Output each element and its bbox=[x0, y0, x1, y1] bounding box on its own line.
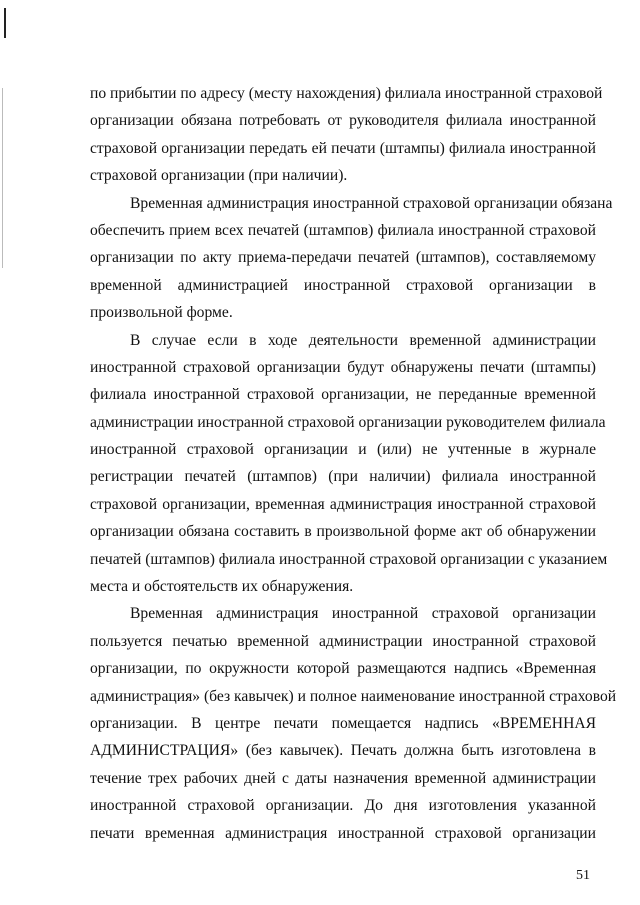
text-line: организации обязана потребовать от руководителя филиала иностранной bbox=[90, 112, 596, 130]
text-line: организации, по окружности которой размещаются надпись «Временная bbox=[90, 660, 596, 678]
text-line: организации обязана составить в произвольной форме акт об обнаружении bbox=[90, 523, 596, 541]
page-number: 51 bbox=[576, 868, 590, 883]
text-line: по прибытии по адресу (месту нахождения) филиала иностранной страховой bbox=[90, 85, 603, 102]
text-line: течение трех рабочих дней с даты назначения временной администрации bbox=[90, 769, 596, 787]
text-line: иностранной страховой организации и (или) не учтенные в журнале bbox=[90, 441, 596, 459]
scan-margin-line bbox=[2, 88, 3, 268]
text-line: Временная администрация иностранной страховой организации bbox=[130, 605, 596, 623]
text-line: места и обстоятельств их обнаружения. bbox=[90, 578, 354, 596]
text-line: страховой организации, временная администрация иностранной страховой bbox=[90, 495, 596, 513]
text-line: страховой организации (при наличии). bbox=[90, 167, 348, 185]
text-line: произвольной форме. bbox=[90, 304, 233, 322]
text-line: временной администрацией иностранной страховой организации в bbox=[90, 276, 596, 294]
text-line: страховой организации передать ей печати (штампы) филиала иностранной bbox=[90, 139, 596, 157]
text-line: иностранной страховой организации. До дня изготовления указанной bbox=[90, 797, 596, 815]
paragraph-1 bbox=[90, 80, 603, 190]
text-line: регистрации печатей (штампов) (при наличии) филиала иностранной bbox=[90, 468, 596, 486]
text-line: печати временная администрация иностранной страховой организации bbox=[90, 824, 596, 842]
text-line: В случае если в ходе деятельности временной администрации bbox=[130, 331, 596, 349]
text-line: организации. В центре печати помещается надпись «ВРЕМЕННАЯ bbox=[90, 714, 596, 732]
text-line: обеспечить прием всех печатей (штампов) филиала иностранной страховой bbox=[90, 221, 596, 239]
text-line: печатей (штампов) филиала иностранной страховой организации с указанием bbox=[90, 550, 608, 568]
scan-edge-mark bbox=[4, 8, 6, 38]
text-line: пользуется печатью временной администрации иностранной страховой bbox=[90, 632, 596, 650]
paragraph-2 bbox=[90, 190, 613, 327]
paragraph-3 bbox=[90, 327, 608, 601]
text-line: администрация» (без кавычек) и полное наименование иностранной страховой bbox=[90, 687, 617, 705]
text-line: филиала иностранной страховой организации, не переданные временной bbox=[90, 386, 596, 404]
text-line: администрации иностранной страховой организации руководителем филиала bbox=[90, 413, 606, 431]
text-line: Временная администрация иностранной страховой организации обязана bbox=[130, 194, 613, 212]
text-line: АДМИНИСТРАЦИЯ» (без кавычек). Печать должна быть изготовлена в bbox=[90, 742, 596, 760]
text-line: организации по акту приема-передачи печатей (штампов), составляемому bbox=[90, 249, 596, 267]
document-body bbox=[90, 80, 617, 847]
text-line: иностранной страховой организации будут обнаружены печати (штампы) bbox=[90, 358, 596, 376]
paragraph-4 bbox=[90, 600, 617, 847]
